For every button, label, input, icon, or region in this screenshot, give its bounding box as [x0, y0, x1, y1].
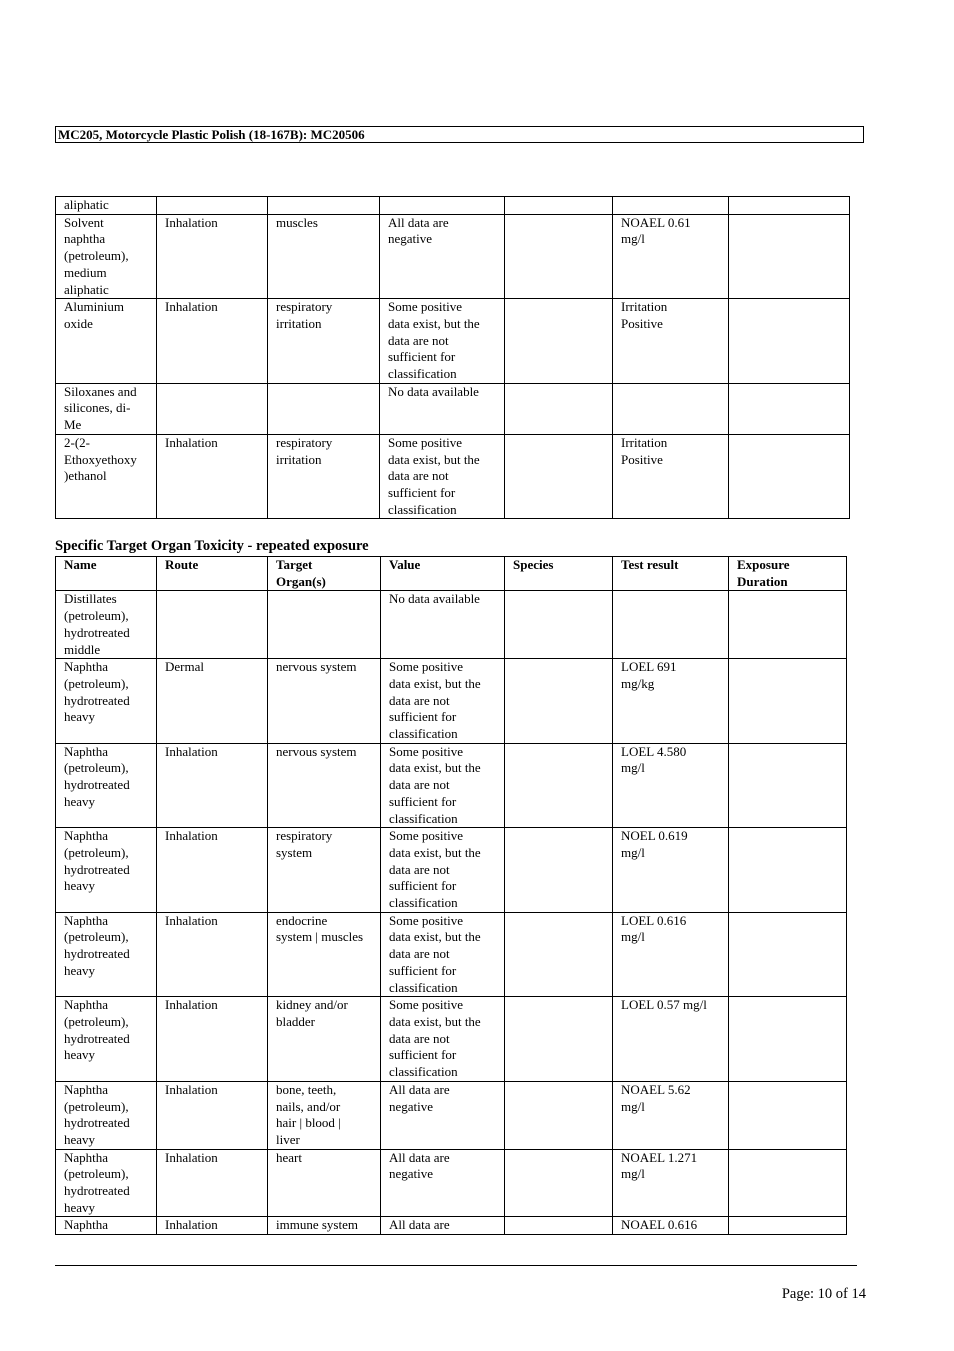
cell-value: Some positive data exist, but the data are not sufficient for classification	[381, 743, 505, 828]
cell-target-organs: endocrine system | muscles	[268, 912, 381, 997]
cell-exposure-duration	[729, 659, 847, 744]
cell-test-result: LOEL 0.57 mg/l	[613, 997, 729, 1082]
table-row	[56, 997, 847, 1082]
cell-test-result: Irritation Positive	[613, 434, 729, 519]
cell-route: Inhalation	[157, 912, 268, 997]
cell-test-result: NOAEL 0.616	[613, 1217, 729, 1235]
cell-exposure-duration	[729, 997, 847, 1082]
cell-route: Inhalation	[157, 1149, 268, 1217]
repeated-exposure-table	[55, 556, 847, 1235]
cell-route: Inhalation	[157, 299, 268, 384]
cell-test-result: Irritation Positive	[613, 299, 729, 384]
cell-target-organs: respiratory system	[268, 828, 381, 913]
cell-route	[157, 197, 268, 215]
cell-target-organs: nervous system	[268, 743, 381, 828]
cell-name: Naphtha (petroleum), hydrotreated heavy	[56, 912, 157, 997]
table-row	[56, 743, 847, 828]
cell-value: All data are negative	[380, 214, 505, 299]
cell-name: Solvent naphtha (petroleum), medium aliphatic	[56, 214, 157, 299]
column-header-value: Value	[381, 557, 505, 591]
cell-species	[505, 997, 613, 1082]
table-row	[56, 1081, 847, 1149]
table-row	[56, 434, 850, 519]
cell-test-result: NOAEL 5.62 mg/l	[613, 1081, 729, 1149]
cell-exposure-duration	[729, 591, 847, 659]
column-header-target-organs: Target Organ(s)	[268, 557, 381, 591]
cell-value: No data available	[381, 591, 505, 659]
cell-test-result	[613, 383, 729, 434]
cell-exposure-duration	[729, 299, 850, 384]
table-row	[56, 659, 847, 744]
cell-target-organs: respiratory irritation	[268, 434, 380, 519]
column-header-species: Species	[505, 557, 613, 591]
cell-name: Naphtha (petroleum), hydrotreated heavy	[56, 659, 157, 744]
cell-name: Naphtha (petroleum), hydrotreated heavy	[56, 1149, 157, 1217]
cell-value: Some positive data exist, but the data are not sufficient for classification	[381, 997, 505, 1082]
cell-exposure-duration	[729, 743, 847, 828]
cell-value: Some positive data exist, but the data are not sufficient for classification	[380, 434, 505, 519]
cell-test-result: NOAEL 0.61 mg/l	[613, 214, 729, 299]
table-row	[56, 214, 850, 299]
cell-exposure-duration	[729, 434, 850, 519]
cell-species	[505, 434, 613, 519]
cell-species	[505, 743, 613, 828]
cell-name: Naphtha (petroleum), hydrotreated heavy	[56, 997, 157, 1082]
cell-name: Distillates (petroleum), hydrotreated middle	[56, 591, 157, 659]
document-title: MC205, Motorcycle Plastic Polish (18-167B): MC20506	[55, 126, 864, 143]
cell-exposure-duration	[729, 1149, 847, 1217]
cell-species	[505, 591, 613, 659]
cell-exposure-duration	[729, 214, 850, 299]
cell-species	[505, 1149, 613, 1217]
cell-test-result: NOEL 0.619 mg/l	[613, 828, 729, 913]
cell-value	[380, 197, 505, 215]
cell-route: Inhalation	[157, 743, 268, 828]
cell-value: All data are negative	[381, 1149, 505, 1217]
cell-exposure-duration	[729, 1081, 847, 1149]
table-row	[56, 1217, 847, 1235]
cell-target-organs	[268, 591, 381, 659]
cell-name: Naphtha (petroleum), hydrotreated heavy	[56, 828, 157, 913]
cell-target-organs	[268, 383, 380, 434]
cell-species	[505, 214, 613, 299]
cell-value: No data available	[380, 383, 505, 434]
cell-test-result: LOEL 0.616 mg/l	[613, 912, 729, 997]
section-title-repeated-exposure: Specific Target Organ Toxicity - repeated exposure	[55, 538, 369, 554]
cell-route: Inhalation	[157, 1217, 268, 1235]
cell-species	[505, 912, 613, 997]
cell-test-result	[613, 197, 729, 215]
table-row	[56, 383, 850, 434]
cell-name: Aluminium oxide	[56, 299, 157, 384]
cell-value: Some positive data exist, but the data are not sufficient for classification	[381, 659, 505, 744]
cell-name: 2-(2- Ethoxyethoxy )ethanol	[56, 434, 157, 519]
cell-test-result: LOEL 691 mg/kg	[613, 659, 729, 744]
cell-target-organs: heart	[268, 1149, 381, 1217]
table-header-row	[56, 557, 847, 591]
cell-target-organs: muscles	[268, 214, 380, 299]
cell-target-organs: kidney and/or bladder	[268, 997, 381, 1082]
cell-route: Inhalation	[157, 828, 268, 913]
cell-test-result: LOEL 4.580 mg/l	[613, 743, 729, 828]
table-row	[56, 828, 847, 913]
cell-target-organs	[268, 197, 380, 215]
cell-exposure-duration	[729, 197, 850, 215]
cell-target-organs: nervous system	[268, 659, 381, 744]
cell-species	[505, 659, 613, 744]
cell-species	[505, 383, 613, 434]
page-number: Page: 10 of 14	[781, 1286, 866, 1302]
cell-name: Siloxanes and silicones, di- Me	[56, 383, 157, 434]
table-row	[56, 1149, 847, 1217]
cell-route	[157, 383, 268, 434]
column-header-name: Name	[56, 557, 157, 591]
cell-test-result	[613, 591, 729, 659]
cell-name: Naphtha (petroleum), hydrotreated heavy	[56, 743, 157, 828]
single-exposure-table-continued	[55, 196, 850, 519]
cell-value: Some positive data exist, but the data are not sufficient for classification	[381, 912, 505, 997]
table-row	[56, 912, 847, 997]
cell-species	[505, 1217, 613, 1235]
column-header-exposure-duration: Exposure Duration	[729, 557, 847, 591]
cell-species	[505, 299, 613, 384]
cell-route: Inhalation	[157, 214, 268, 299]
cell-exposure-duration	[729, 1217, 847, 1235]
cell-route: Dermal	[157, 659, 268, 744]
cell-target-organs: respiratory irritation	[268, 299, 380, 384]
table-row	[56, 299, 850, 384]
cell-exposure-duration	[729, 828, 847, 913]
cell-species	[505, 197, 613, 215]
cell-species	[505, 1081, 613, 1149]
cell-value: Some positive data exist, but the data are not sufficient for classification	[381, 828, 505, 913]
cell-test-result: NOAEL 1.271 mg/l	[613, 1149, 729, 1217]
cell-name: Naphtha (petroleum), hydrotreated heavy	[56, 1081, 157, 1149]
cell-name: aliphatic	[56, 197, 157, 215]
cell-value: All data are negative	[381, 1081, 505, 1149]
table-row	[56, 591, 847, 659]
cell-route: Inhalation	[157, 434, 268, 519]
cell-species	[505, 828, 613, 913]
cell-target-organs: immune system	[268, 1217, 381, 1235]
column-header-route: Route	[157, 557, 268, 591]
cell-value: Some positive data exist, but the data are not sufficient for classification	[380, 299, 505, 384]
cell-route: Inhalation	[157, 997, 268, 1082]
cell-route	[157, 591, 268, 659]
table-row	[56, 197, 850, 215]
cell-exposure-duration	[729, 912, 847, 997]
column-header-test-result: Test result	[613, 557, 729, 591]
cell-exposure-duration	[729, 383, 850, 434]
cell-target-organs: bone, teeth, nails, and/or hair | blood | liver	[268, 1081, 381, 1149]
cell-name: Naphtha	[56, 1217, 157, 1235]
cell-value: All data are	[381, 1217, 505, 1235]
cell-route: Inhalation	[157, 1081, 268, 1149]
footer-divider	[55, 1265, 857, 1266]
